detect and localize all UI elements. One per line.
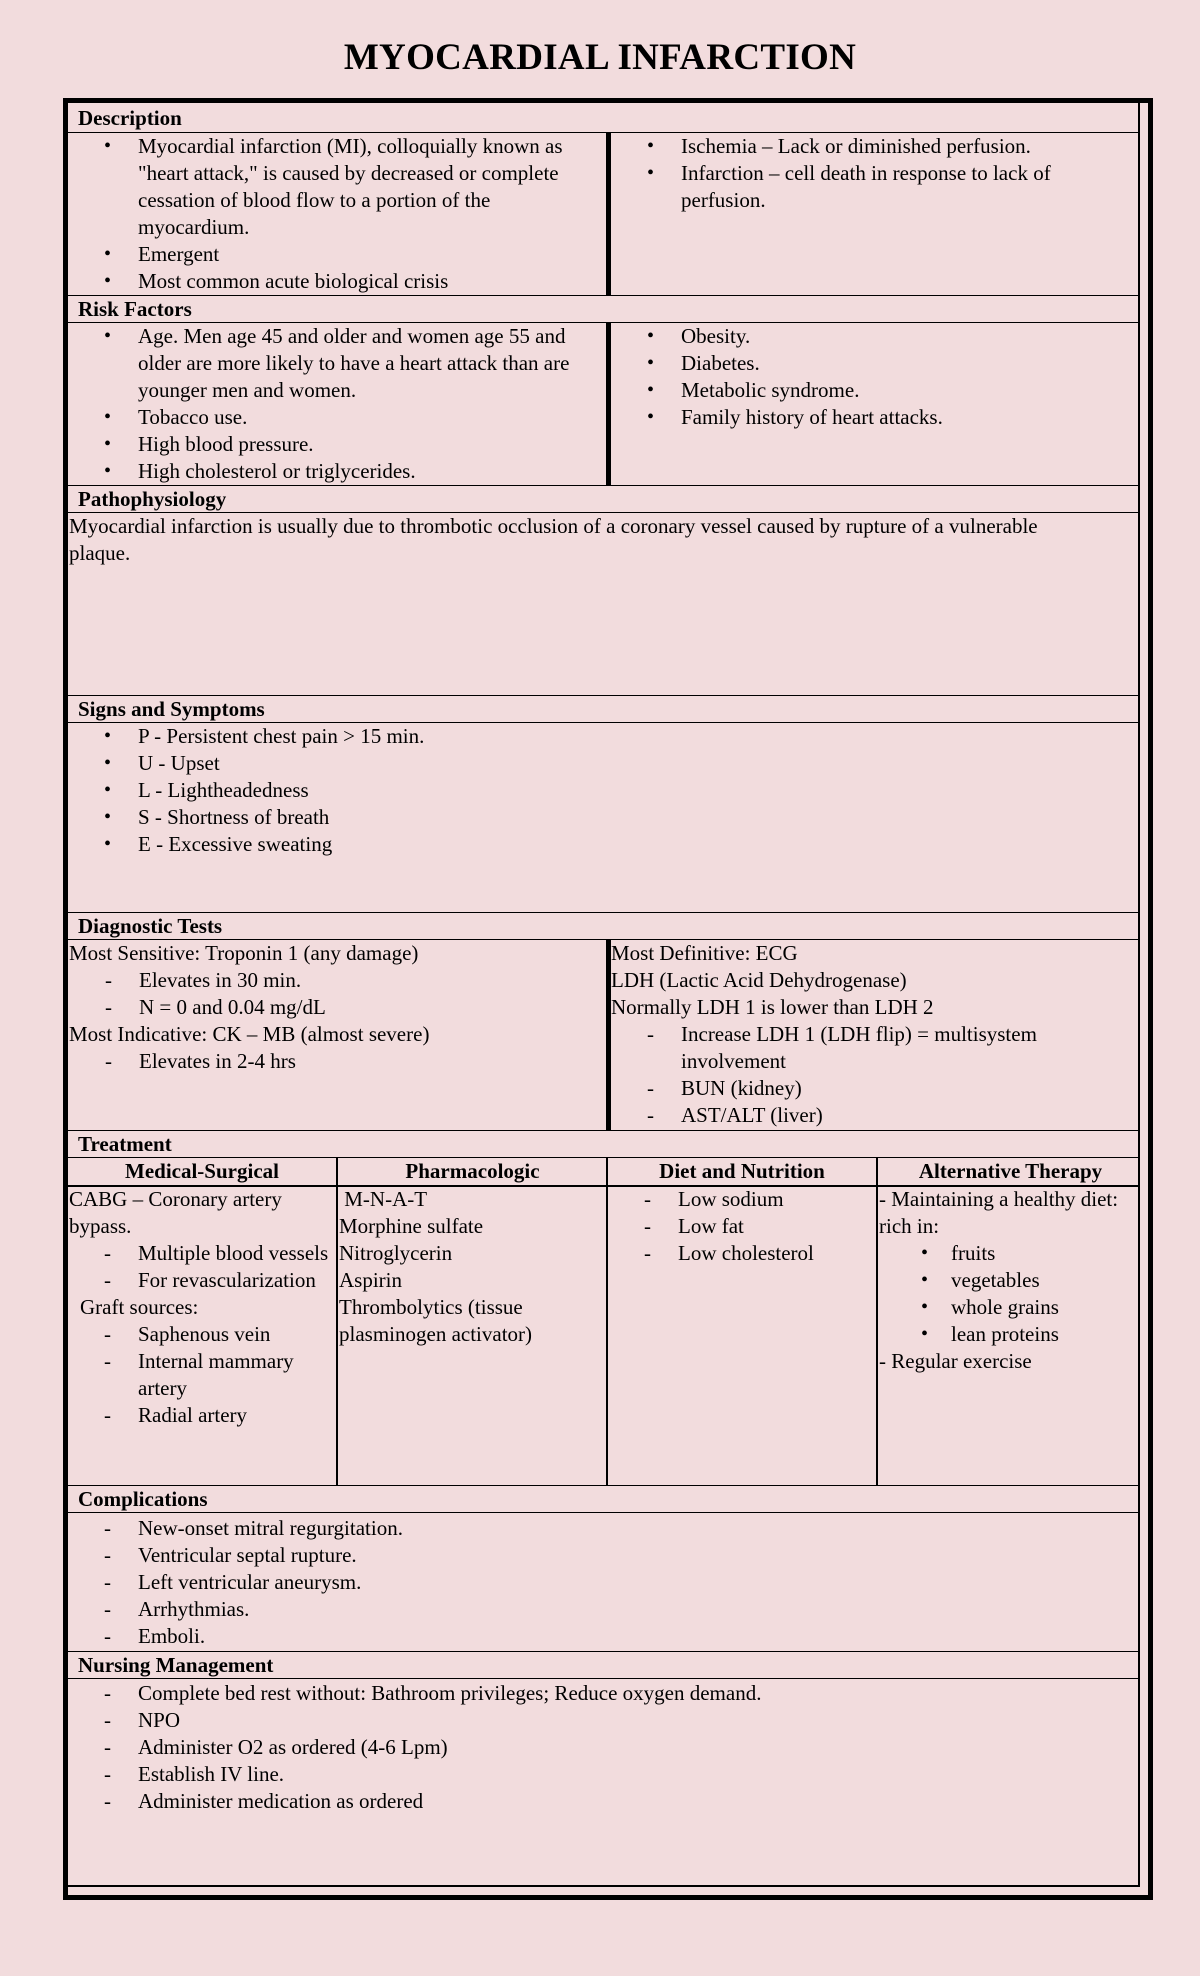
list-item: • Tobacco use. xyxy=(68,404,606,431)
list-item: - Arrhythmias. xyxy=(68,1596,1138,1623)
alt-line: - Regular exercise xyxy=(879,1349,1032,1373)
list-item: • fruits xyxy=(879,1240,1142,1267)
risk-factors-right xyxy=(611,323,1136,485)
list-item: - Increase LDH 1 (LDH flip) = multisystem involvement xyxy=(611,1021,1116,1075)
medsurg-header: Medical-Surgical xyxy=(125,1159,279,1183)
list-item: - Administer medication as ordered xyxy=(68,1788,1138,1815)
diet-column xyxy=(608,1158,876,1485)
diagnostic-line: Most Definitive: ECG xyxy=(611,941,798,965)
pharm-item: M-N-A-T xyxy=(339,1187,428,1211)
ckmb-line: Most Indicative: CK – MB (almost severe) xyxy=(69,1022,430,1046)
pharm-item: Aspirin xyxy=(339,1268,402,1292)
treatment-body xyxy=(68,1158,1138,1485)
list-item: • L - Lightheadedness xyxy=(68,777,1138,804)
graft-label: Graft sources: xyxy=(80,1295,199,1319)
list-item: - Complete bed rest without: Bathroom privileges; Reduce oxygen demand. xyxy=(68,1680,1138,1707)
medsurg-column xyxy=(68,1158,336,1485)
list-item: • Family history of heart attacks. xyxy=(611,404,1136,431)
diagnostics-header: Diagnostic Tests xyxy=(68,912,1138,940)
diagnostic-line: Normally LDH 1 is lower than LDH 2 xyxy=(611,995,934,1019)
pharm-item: Nitroglycerin xyxy=(339,1241,453,1265)
list-item: - Establish IV line. xyxy=(68,1761,1138,1788)
list-item: • Diabetes. xyxy=(611,350,1136,377)
list-item: • whole grains xyxy=(879,1294,1142,1321)
diagnostics-left xyxy=(68,940,606,1130)
description-right xyxy=(611,133,1136,295)
list-item: • High cholesterol or triglycerides. xyxy=(68,458,606,485)
list-item: - Saphenous vein xyxy=(68,1321,336,1348)
list-item: - For revascularization xyxy=(68,1267,336,1294)
list-item: • Infarction – cell death in response to lack of perfusion. xyxy=(611,160,1136,214)
alt-line: - Maintaining a healthy diet: rich in: xyxy=(879,1187,1129,1238)
list-item: - Low cholesterol xyxy=(608,1240,876,1267)
list-item: • Emergent xyxy=(68,241,606,268)
list-item: - N = 0 and 0.04 mg/dL xyxy=(69,994,606,1021)
list-item: • Myocardial infarction (MI), colloquially known as "heart attack," is caused by decreased or complete cessation of blood flow to a portion of the myocardium. xyxy=(68,133,606,241)
list-item: • P - Persistent chest pain > 15 min. xyxy=(68,723,1138,750)
risk-factors-left xyxy=(68,323,606,485)
list-item: - Low sodium xyxy=(608,1186,876,1213)
list-item: - BUN (kidney) xyxy=(611,1075,1116,1102)
medsurg-intro: CABG – Coronary artery bypass. xyxy=(69,1187,282,1238)
alternative-column xyxy=(878,1158,1142,1485)
list-item: • U - Upset xyxy=(68,750,1138,777)
list-item: - Elevates in 2-4 hrs xyxy=(69,1048,606,1075)
pharm-item: Thrombolytics (tissue plasminogen activator) xyxy=(339,1295,533,1346)
page-title: MYOCARDIAL INFARCTION xyxy=(343,37,857,78)
pharmacologic-header: Pharmacologic xyxy=(405,1159,540,1183)
description-header: Description xyxy=(68,105,1138,133)
description-body xyxy=(68,133,1138,295)
list-item: • Most common acute biological crisis xyxy=(68,268,606,295)
list-item: - Elevates in 30 min. xyxy=(69,967,606,994)
list-item: • High blood pressure. xyxy=(68,431,606,458)
troponin-line: Most Sensitive: Troponin 1 (any damage) xyxy=(69,941,419,965)
complications-header: Complications xyxy=(68,1485,1138,1513)
list-item: - Multiple blood vessels xyxy=(68,1240,336,1267)
list-item: • vegetables xyxy=(879,1267,1142,1294)
list-item: • Age. Men age 45 and older and women age 55 and older are more likely to have a heart attack than are younger men and women. xyxy=(68,323,606,404)
list-item: • E - Excessive sweating xyxy=(68,831,1138,858)
diagnostics-body xyxy=(68,940,1138,1130)
risk-factors-header: Risk Factors xyxy=(68,295,1138,323)
signs-header: Signs and Symptoms xyxy=(68,695,1138,723)
list-item: • lean proteins xyxy=(879,1321,1142,1348)
nursing-header: Nursing Management xyxy=(68,1651,1138,1679)
list-item: - Ventricular septal rupture. xyxy=(68,1542,1138,1569)
pharm-item: Morphine sulfate xyxy=(339,1214,484,1238)
description-left xyxy=(68,133,606,295)
list-item: • Metabolic syndrome. xyxy=(611,377,1136,404)
list-item: - Radial artery xyxy=(68,1402,336,1429)
document-table xyxy=(66,101,1140,1887)
list-item: - Internal mammary artery xyxy=(68,1348,336,1402)
alternative-header: Alternative Therapy xyxy=(918,1159,1103,1183)
list-item: - Left ventricular aneurysm. xyxy=(68,1569,1138,1596)
list-item: • Ischemia – Lack or diminished perfusion. xyxy=(611,133,1136,160)
nursing-body xyxy=(68,1680,1138,1880)
complications-body xyxy=(68,1515,1138,1651)
list-item: • Obesity. xyxy=(611,323,1136,350)
signs-body xyxy=(68,723,1138,912)
pathophysiology-header: Pathophysiology xyxy=(68,485,1138,513)
list-item: - NPO xyxy=(68,1707,1138,1734)
diagnostics-right xyxy=(611,940,1136,1130)
list-item: - Low fat xyxy=(608,1213,876,1240)
diagnostic-line: LDH (Lactic Acid Dehydrogenase) xyxy=(611,968,907,992)
list-item: • S - Shortness of breath xyxy=(68,804,1138,831)
diet-header: Diet and Nutrition xyxy=(659,1159,825,1183)
list-item: - New-onset mitral regurgitation. xyxy=(68,1515,1138,1542)
risk-factors-body xyxy=(68,323,1138,485)
pharmacologic-column xyxy=(338,1158,606,1485)
list-item: - Administer O2 as ordered (4-6 Lpm) xyxy=(68,1734,1138,1761)
treatment-header: Treatment xyxy=(68,1130,1138,1158)
list-item: - AST/ALT (liver) xyxy=(611,1102,1116,1129)
list-item: - Emboli. xyxy=(68,1623,1138,1650)
pathophysiology-text: Myocardial infarction is usually due to thrombotic occlusion of a coronary vessel caused by rupture of a vulnerable plaque. xyxy=(69,514,1038,565)
